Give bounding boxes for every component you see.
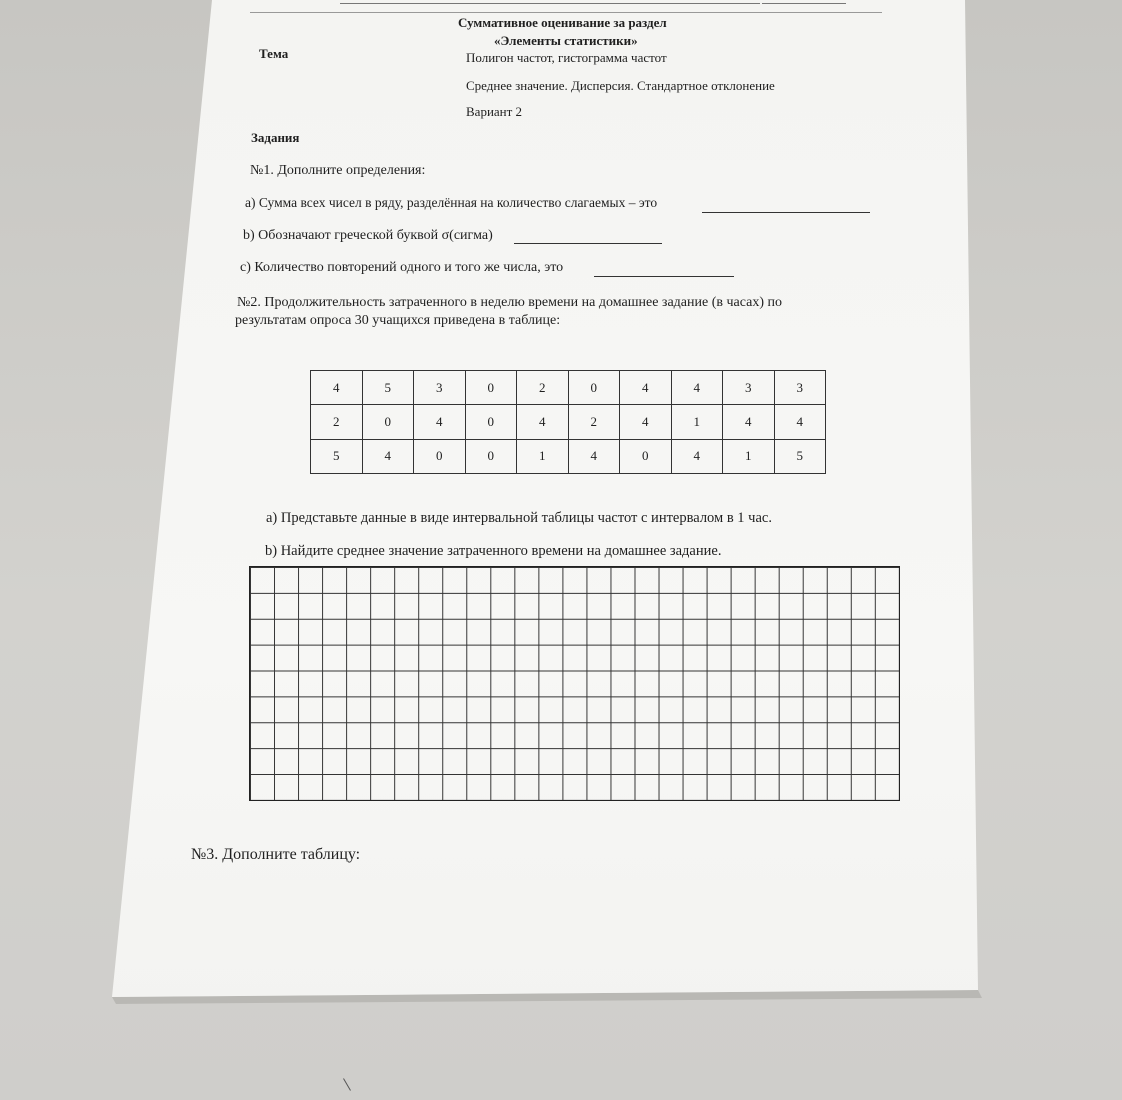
- answer-grid: [249, 566, 900, 801]
- task2-a-text: а) Представьте данные в виде интервальной таблицы частот с интервалом в 1 час.: [266, 510, 772, 526]
- task2-intro-line2: результатам опроса 30 учащихся приведена в таблице:: [235, 313, 561, 328]
- table-cell: 0: [620, 439, 672, 473]
- table-cell: 5: [362, 371, 414, 405]
- table-cell: 5: [774, 439, 826, 473]
- table-cell: 4: [414, 405, 466, 439]
- table-cell: 2: [311, 405, 363, 439]
- table-cell: 1: [671, 405, 723, 439]
- table-cell: 4: [620, 371, 672, 405]
- header-title-line1: Суммативное оценивание за раздел: [458, 15, 667, 30]
- table-cell: 0: [362, 405, 414, 439]
- table-cell: 4: [723, 405, 775, 439]
- task1-c-text: с) Количество повторений одного и того же числа, это: [240, 260, 564, 275]
- survey-data-table: [310, 370, 826, 474]
- tasks-label: Задания: [251, 130, 300, 145]
- table-row: [311, 439, 826, 473]
- table-cell: 1: [723, 439, 775, 473]
- table-row: [311, 405, 826, 439]
- table-cell: 0: [414, 439, 466, 473]
- task1-b-answer-line: [514, 243, 662, 244]
- header-title-line2: «Элементы статистики»: [494, 33, 638, 48]
- top-cutoff-line: [340, 3, 760, 4]
- topic-label: Тема: [259, 46, 289, 61]
- table-cell: 4: [362, 439, 414, 473]
- table-cell: 4: [568, 439, 620, 473]
- table-cell: 5: [311, 439, 363, 473]
- header-top-rule: [250, 12, 882, 13]
- variant-label: Вариант 2: [466, 104, 523, 119]
- table-cell: 4: [311, 371, 363, 405]
- task2-b-text: b) Найдите среднее значение затраченного времени на домашнее задание.: [265, 543, 722, 559]
- table-cell: 3: [414, 371, 466, 405]
- table-cell: 3: [774, 371, 826, 405]
- task1-b-text: b) Обозначают греческой буквой σ(сигма): [243, 228, 493, 243]
- task1-heading: №1. Дополните определения:: [250, 163, 426, 178]
- task1-c-answer-line: [594, 276, 734, 277]
- table-cell: 0: [568, 371, 620, 405]
- table-cell: 4: [671, 371, 723, 405]
- table-cell: 2: [568, 405, 620, 439]
- topic-1: Полигон частот, гистограмма частот: [466, 50, 667, 65]
- table-cell: 3: [723, 371, 775, 405]
- table-cell: 0: [465, 405, 517, 439]
- table-cell: 0: [465, 371, 517, 405]
- task2-intro-line1: №2. Продолжительность затраченного в неделю времени на домашнее задание (в часах) по: [237, 295, 782, 310]
- topic-2: Среднее значение. Дисперсия. Стандартное отклонение: [466, 78, 775, 93]
- task3-heading: №3. Дополните таблицу:: [191, 846, 361, 863]
- table-cell: 4: [517, 405, 569, 439]
- table-cell: 0: [465, 439, 517, 473]
- table-cell: 2: [517, 371, 569, 405]
- table-cell: 4: [671, 439, 723, 473]
- table-cell: 1: [517, 439, 569, 473]
- table-cell: 4: [774, 405, 826, 439]
- top-cutoff-line-2: [762, 3, 846, 4]
- task1-a-answer-line: [702, 212, 870, 213]
- table-cell: 4: [620, 405, 672, 439]
- task1-a-text: а) Сумма всех чисел в ряду, разделённая на количество слагаемых – это: [245, 195, 658, 210]
- table-row: [311, 371, 826, 405]
